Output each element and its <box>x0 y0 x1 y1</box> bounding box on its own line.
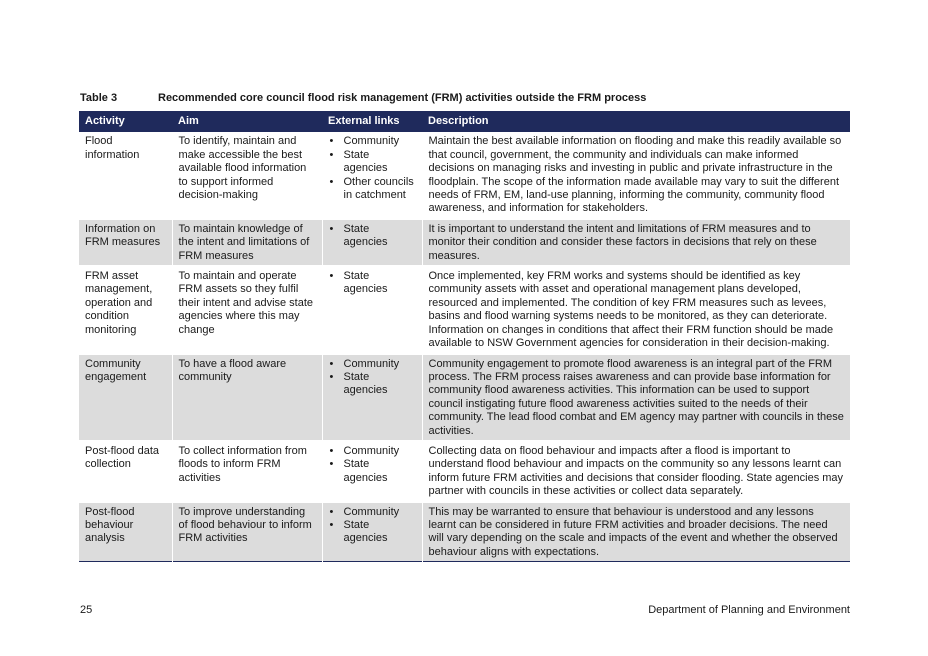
activity-cell: Flood information <box>85 135 140 161</box>
frm-activities-table <box>79 111 850 562</box>
aim-cell: To maintain and operate FRM assets so they fulfil their intent and advise state agencies where this may change <box>172 266 322 353</box>
list-item: • Community <box>329 445 416 458</box>
description-cell: This may be warranted to ensure that behaviour is understood and any lessons learnt can be considered in future FRM activities and broader decisions. The need will vary depending on the scale and impacts of the event and whether the observed behaviour aligns with expectations. <box>422 502 850 562</box>
table-header-row <box>79 111 850 132</box>
activity-cell: Post-flood behaviour analysis <box>79 502 172 562</box>
aim-cell: To have a flood aware community <box>172 354 322 441</box>
links-cell <box>322 132 422 218</box>
activity-cell: Post-flood data collection <box>85 444 159 471</box>
description-cell: Maintain the best available information on flooding and make this readily available so that council, government, the community and individuals can make informed decisions on managing risks and investing in public and private infrastructure in the floodplain. The scope of the information made available may vary to suit the different needs of FRM, EM, land-use planning, informing the community, community flood awareness, and information for stakeholders. <box>422 132 850 218</box>
table-row <box>79 266 850 353</box>
list-item: • State agencies <box>329 519 416 546</box>
description-cell: Collecting data on flood behaviour and impacts after a flood is important to understand flood behaviour and impacts on the community so any lessons learnt can inform future FRM activities and decisions that consider flooding. State agencies may partner with councils in these activities or collect data separately. <box>422 441 850 502</box>
list-item: • State agencies <box>329 270 416 297</box>
aim-cell: To improve understanding of flood behaviour to inform FRM activities <box>172 502 322 562</box>
list-item: • State agencies <box>329 458 416 485</box>
links-cell <box>322 441 422 502</box>
description-cell: Community engagement to promote flood awareness is an integral part of the FRM process. The FRM process raises awareness and can provide base information for community flood awareness activities. This information can be used to support council instigating future flood awareness activities suited to the needs of their community. The lead flood combat and EM agency may partner with councils in these activities. <box>422 354 850 441</box>
links-list <box>329 135 416 202</box>
header-aim: Aim <box>172 111 322 132</box>
links-list <box>329 223 416 250</box>
aim-cell: To identify, maintain and make accessible the best available flood information to support informed decision-making <box>172 132 322 218</box>
description-cell: Once implemented, key FRM works and systems should be identified as key community assets with asset and operational management plans developed, resourced and implemented. The condition of key FRM measures such as levees, basins and flood warning systems needs to be monitored, as they can deteriorate. Information on changes in conditions that affect their FRM function should be made available to NSW Government agencies for consideration in their decision-making. <box>422 266 850 353</box>
table-number: Table 3 <box>80 92 118 104</box>
table-row <box>79 219 850 266</box>
table-caption <box>80 92 850 104</box>
list-item: • Community <box>329 358 416 371</box>
table-row <box>79 441 850 502</box>
page-number: 25 <box>80 604 93 616</box>
list-item: • State agencies <box>329 223 416 250</box>
table-row <box>79 132 850 218</box>
list-item: • Community <box>329 135 416 148</box>
links-cell <box>322 219 422 266</box>
links-list <box>329 358 416 398</box>
table-title: Recommended core council flood risk management (FRM) activities outside the FRM process <box>158 92 647 104</box>
links-list <box>329 506 416 546</box>
table-row <box>79 502 850 562</box>
activity-cell: Information on FRM measures <box>79 219 172 266</box>
list-item: • State agencies <box>329 371 416 398</box>
description-cell: It is important to understand the intent and limitations of FRM measures and to monitor their condition and consider these factors in decisions that rely on these measures. <box>422 219 850 266</box>
header-activity: Activity <box>79 111 172 132</box>
list-item: • Community <box>329 506 416 519</box>
links-list <box>329 270 416 297</box>
list-item: • Other councils in catchment <box>329 176 416 203</box>
aim-cell: To maintain knowledge of the intent and limitations of FRM measures <box>172 219 322 266</box>
header-description: Description <box>422 111 850 132</box>
activity-cell: FRM asset management, operation and condition monitoring <box>85 270 153 336</box>
header-external-links: External links <box>322 111 422 132</box>
aim-cell: To collect information from floods to inform FRM activities <box>172 441 322 502</box>
links-cell <box>322 266 422 353</box>
activity-cell: Community engagement <box>79 354 172 441</box>
links-list <box>329 445 416 485</box>
department-name: Department of Planning and Environment <box>648 604 850 616</box>
table-row <box>79 354 850 441</box>
list-item: • State agencies <box>329 149 416 176</box>
links-cell <box>322 354 422 441</box>
links-cell <box>322 502 422 562</box>
